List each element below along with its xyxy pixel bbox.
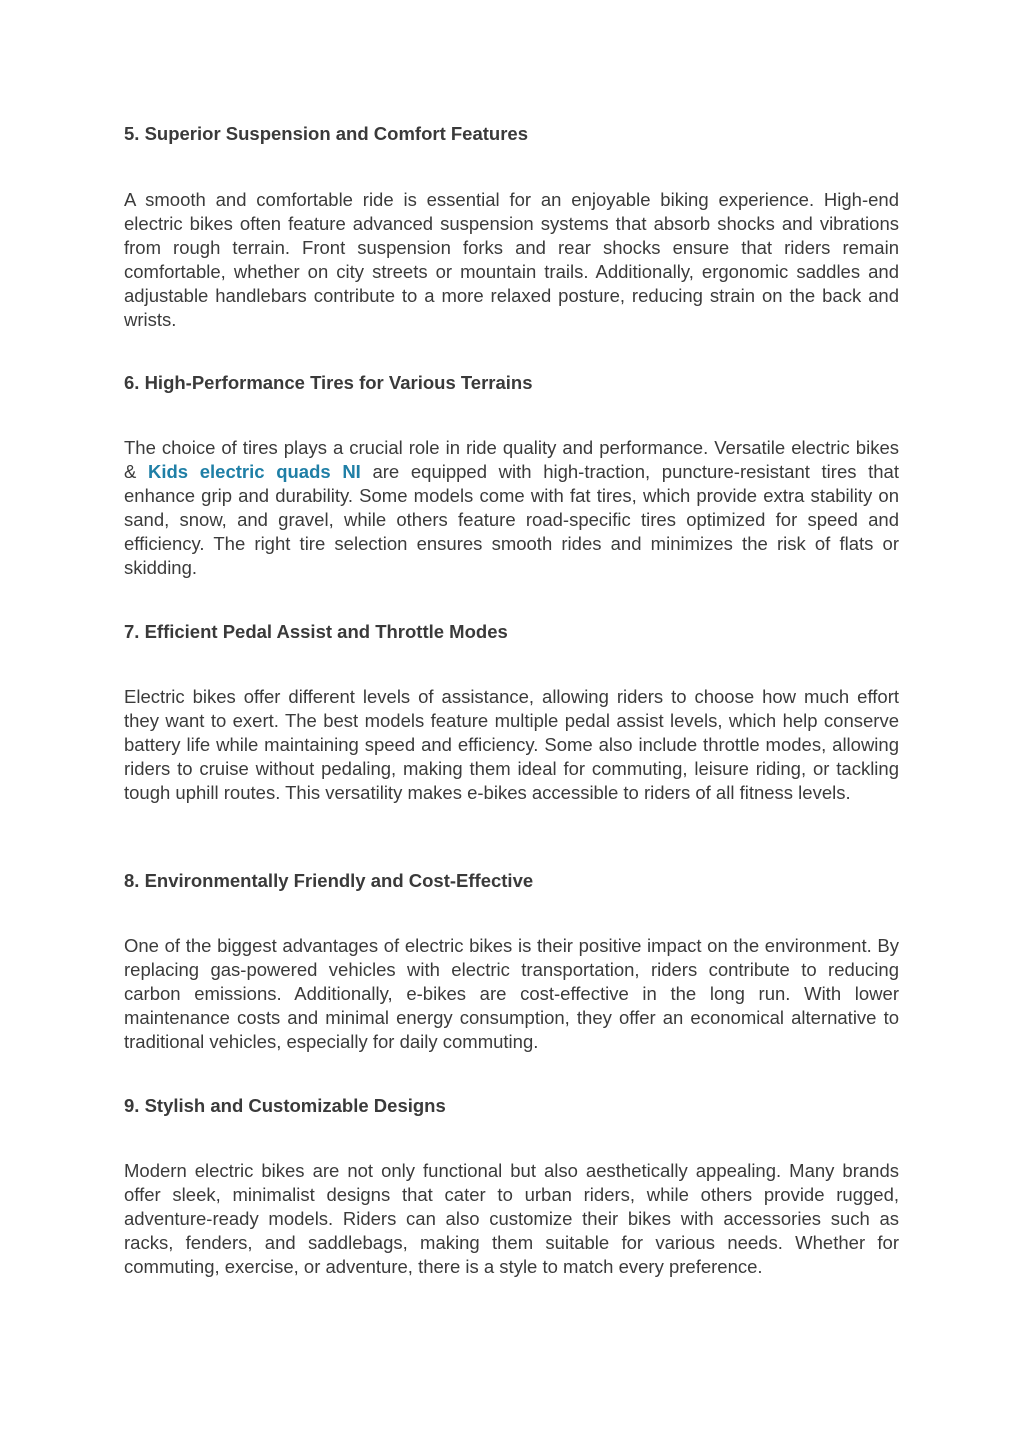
section-heading-8: 8. Environmentally Friendly and Cost-Effective bbox=[124, 870, 534, 891]
section-body-5: A smooth and comfortable ride is essential for an enjoyable biking experience. High-end electric bikes often feature advanced suspension systems that absorb shocks and vibrations from rough terrain. Front suspension forks and rear shocks ensure that riders remain comfortable, whether on city streets or mountain trails. Additionally, ergonomic saddles and adjustable handlebars contribute to a more relaxed posture, reducing strain on the back and wrists. bbox=[124, 189, 899, 330]
section-heading-7: 7. Efficient Pedal Assist and Throttle Modes bbox=[124, 621, 508, 642]
section-body-8: One of the biggest advantages of electric bikes is their positive impact on the environment. By replacing gas-powered vehicles with electric transportation, riders contribute to reducing carbon emissions. Additionally, e-bikes are cost-effective in the long run. With lower maintenance costs and minimal energy consumption, they offer an economical alternative to traditional vehicles, especially for daily commuting. bbox=[124, 935, 899, 1052]
kids-electric-quads-link[interactable]: Kids electric quads NI bbox=[148, 460, 361, 482]
section-body-9: Modern electric bikes are not only functional but also aesthetically appealing. Many brands offer sleek, minimalist designs that cater to urban riders, while others provide rugged, adventure-ready models. Riders can also customize their bikes with accessories such as racks, fenders, and saddlebags, making them suitable for various needs. Whether for commuting, exercise, or adventure, there is a style to match every preference. bbox=[124, 1160, 899, 1277]
section-body-6-text-start: The choice of tires plays a crucial role in ride quality and performance. Versatile electric bikes & bbox=[124, 437, 899, 482]
section-heading-6: 6. High-Performance Tires for Various Terrains bbox=[124, 372, 533, 393]
section-body-7: Electric bikes offer different levels of assistance, allowing riders to choose how much effort they want to exert. The best models feature multiple pedal assist levels, which help conserve battery life while maintaining speed and efficiency. Some also include throttle modes, allowing riders to cruise without pedaling, making them ideal for commuting, leisure riding, or tackling tough uphill routes. This versatility makes e-bikes accessible to riders of all fitness levels. bbox=[124, 686, 899, 803]
section-heading-5: 5. Superior Suspension and Comfort Features bbox=[124, 123, 528, 144]
section-body-6 bbox=[124, 436, 899, 579]
section-heading-9: 9. Stylish and Customizable Designs bbox=[124, 1095, 446, 1116]
section-body-6-text-end: are equipped with high-traction, puncture-resistant tires that enhance grip and durability. Some models come with fat tires, which provide extra stability on sand, snow, and gravel, while others feature road-specific tires optimized for speed and efficiency. The right tire selection ensures smooth rides and minimizes the risk of flats or skidding. bbox=[124, 460, 899, 578]
